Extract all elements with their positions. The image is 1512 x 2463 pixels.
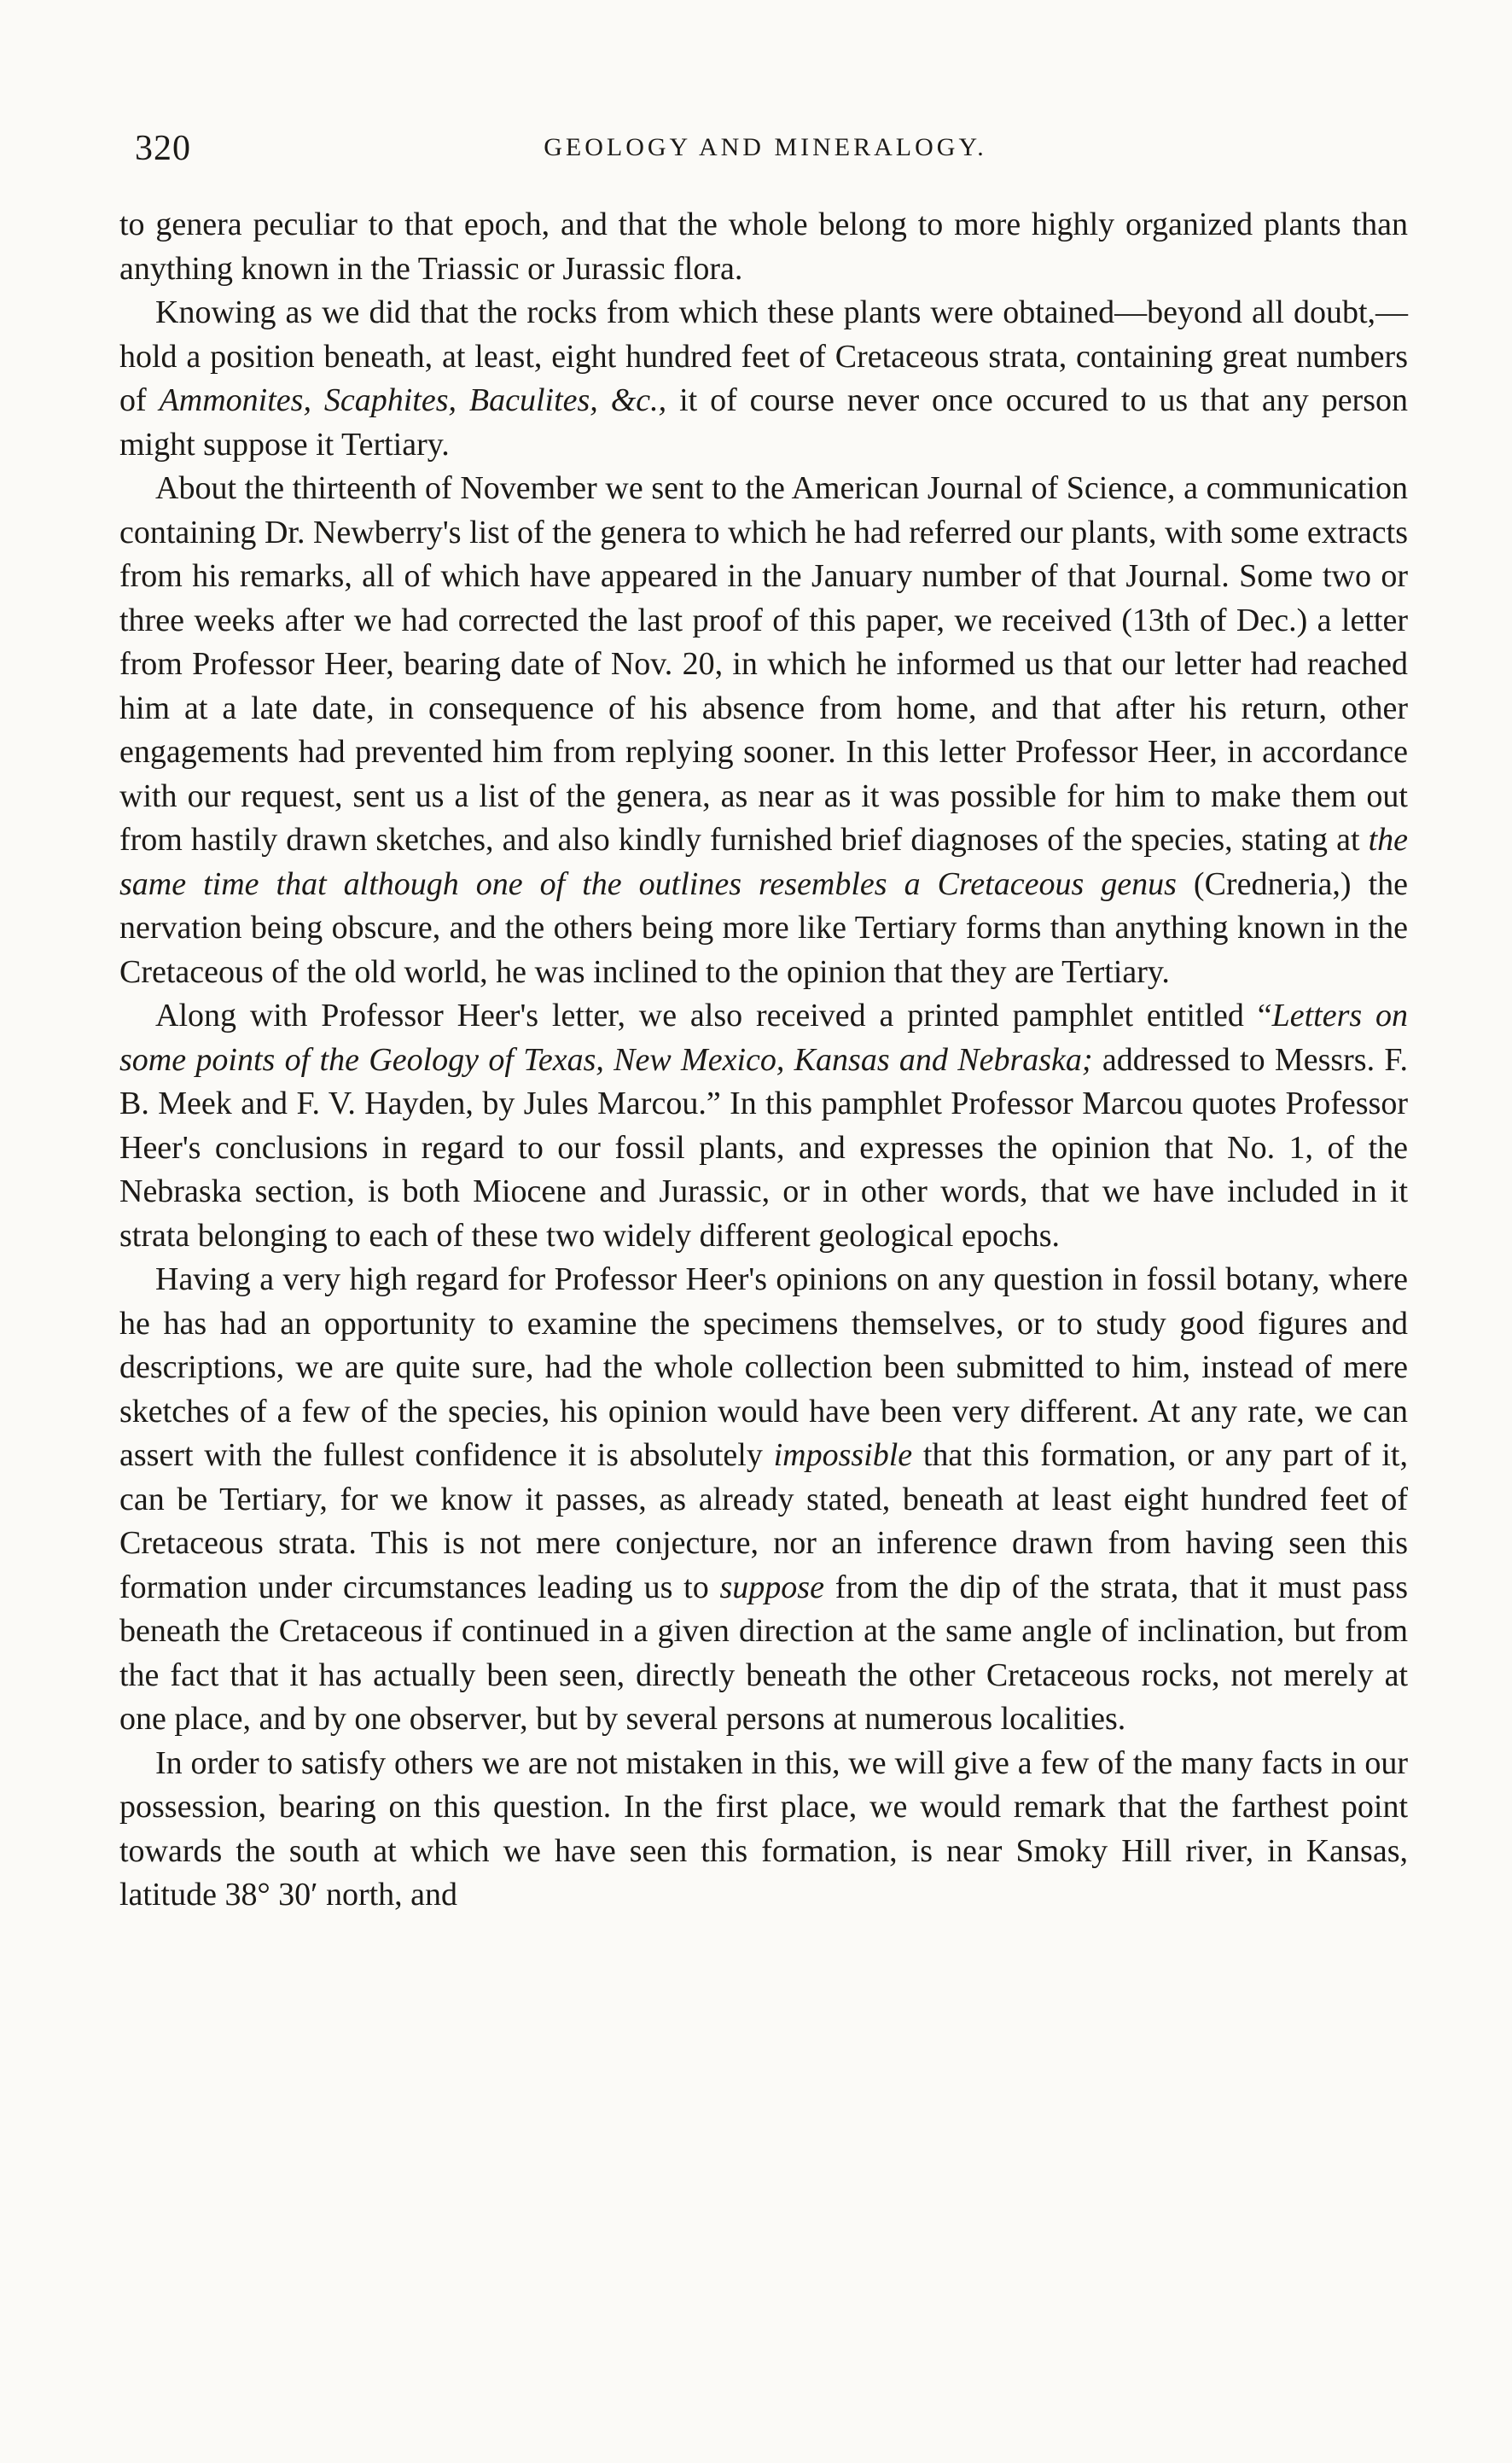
paragraph-1 [119,203,1408,291]
paragraph-5-part-c: that this formation, or any part of it, can be Tertiary, for we know it passes, as already stated, beneath at least eight hundred feet of Cretaceous strata. This is not mere conjecture, nor an inference drawn from having seen this formation under circumstances leading us to [119,1437,1408,1605]
paragraph-2 [119,291,1408,467]
paragraph-3-italic-phrase: the same time that although one of the outlines resembles a Cretaceous genus [119,822,1408,902]
pamphlet-title-italic: Letters on some points of the Geology of Texas, New Mexico, Kansas and Nebraska; [119,998,1408,1078]
paragraph-6-text: In order to satisfy others we are not mistaken in this, we will give a few of the many facts in our possession, bearing on this question. In the first place, we would remark that the farthest point towards the south at which we have seen this formation, is near Smoky Hill river, in Kansas, latitude 38° 30′ north, and [119,1744,1408,1913]
impossible-italic: impossible [773,1437,913,1473]
paragraph-4 [119,994,1408,1258]
paragraph-3 [119,467,1408,994]
paragraph-1-text: to genera peculiar to that epoch, and that the whole belong to more highly organized plants than anything known in the Triassic or Jurassic flora. [119,207,1408,287]
body-text [119,203,1408,1918]
paragraph-2-part-a: Knowing as we did that the rocks from which these plants were obtained—beyond all doubt,—hold a position beneath, at least, eight hundred feet of Cretaceous strata, containing great numbers of [119,294,1408,418]
page-number: 320 [135,129,191,168]
paragraph-4-part-a: Along with Professor Heer's letter, we also received a printed pamphlet entitled “ [155,998,1272,1034]
paragraph-2-genera-italic: Ammonites, Scaphites, Baculites, &c., [159,382,667,418]
paragraph-5 [119,1258,1408,1742]
running-head: GEOLOGY AND MINERALOGY. [544,133,987,161]
paragraph-5-part-e: from the dip of the strata, that it must pass beneath the Cretaceous if continued in a given direction at the same angle of inclination, but from the fact that it has actually been seen, directly beneath the other Cretaceous rocks, not merely at one place, and by one observer, but by several persons at numerous localities. [119,1569,1408,1737]
paragraph-3-part-a: About the thirteenth of November we sent to the American Journal of Science, a communication containing Dr. Newberry's list of the genera to which he had referred our plants, with some extracts from his remarks, all of which have appeared in the January number of that Journal. Some two or three weeks after we had corrected the last proof of this paper, we received (13th of Dec.) a letter from Professor Heer, bearing date of Nov. 20, in which he informed us that our letter had reached him at a late date, in consequence of his absence from home, and that after his return, other engagements had prevented him from replying sooner. In this letter Professor Heer, in accordance with our request, sent us a list of the genera, as near as it was possible for him to make them out from hastily drawn sketches, and also kindly furnished brief diagnoses of the species, stating at [119,470,1408,858]
paragraph-6 [119,1742,1408,1918]
suppose-italic: suppose [719,1569,824,1605]
page-header [119,128,1411,179]
paragraph-3-part-c: (Credneria,) the nervation being obscure, and the others being more like Tertiary forms than anything known in the Cretaceous of the old world, he was inclined to the opinion that they are Tertiary. [119,865,1408,990]
paragraph-5-part-a: Having a very high regard for Professor Heer's opinions on any question in fossil botany, where he has had an opportunity to examine the specimens themselves, or to study good figures and descriptions, we are quite sure, had the whole collection been submitted to him, instead of mere sketches of a few of the species, his opinion would have been very different. At any rate, we can assert with the fullest confidence it is absolutely [119,1261,1408,1473]
paragraph-4-part-c: addressed to Messrs. F. B. Meek and F. V. Hayden, by Jules Marcou.” In this pamphlet Professor Marcou quotes Professor Heer's conclusions in regard to our fossil plants, and expresses the opinion that No. 1, of the Nebraska section, is both Miocene and Jurassic, or in other words, that we have included in it strata belonging to each of these two widely different geological epochs. [119,1041,1408,1254]
paragraph-2-part-c: it of course never once occured to us that any person might suppose it Tertiary. [119,382,1409,463]
